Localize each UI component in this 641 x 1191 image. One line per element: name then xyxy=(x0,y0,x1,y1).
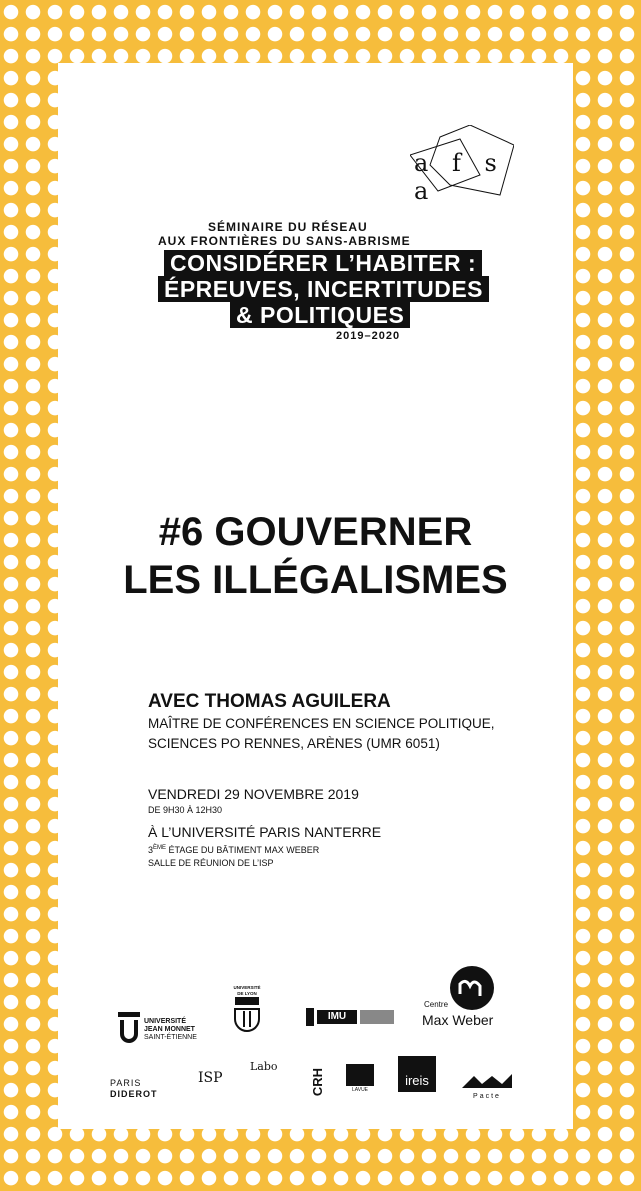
event-floor xyxy=(148,842,558,857)
imu-grey-box xyxy=(360,1010,394,1024)
floor-suffix: ÈME xyxy=(153,845,167,851)
afsa-logo-text: a f s a xyxy=(414,149,505,205)
imu-bar-icon xyxy=(306,1008,314,1026)
pacte-mountain-icon xyxy=(462,1074,512,1088)
pacte-logo xyxy=(462,1074,512,1100)
seminar-header xyxy=(150,220,480,248)
seminar-line1: SÉMINAIRE DU RÉSEAU xyxy=(208,220,368,234)
mw-name: Max Weber xyxy=(422,1012,494,1028)
ireis-logo: ireis xyxy=(398,1056,436,1092)
speaker-role-line1: MAÎTRE DE CONFÉRENCES EN SCIENCE POLITIQUE, xyxy=(148,716,495,731)
speaker-block xyxy=(148,690,558,754)
speaker-role-line2: SCIENCES PO RENNES, ARÈNES (UMR 6051) xyxy=(148,736,440,751)
crh-logo: CRH xyxy=(310,1068,325,1097)
seminar-band3: & POLITIQUES xyxy=(230,302,410,328)
event-time: DE 9H30 À 12H30 xyxy=(148,805,223,815)
ujm-line2: JEAN MONNET xyxy=(144,1026,195,1033)
seminar-line2: AUX FRONTIÈRES DU SANS-ABRISME xyxy=(158,234,411,248)
isp-logo: ISP xyxy=(198,1070,223,1086)
event-details xyxy=(148,784,558,870)
title-line1: #6 GOUVERNER xyxy=(158,510,473,554)
ujm-emblem-icon xyxy=(118,1012,140,1046)
mw-centre: Centre xyxy=(424,1000,449,1009)
pacte-label: Pacte xyxy=(473,1093,501,1100)
max-weber-circle-icon xyxy=(450,966,494,1010)
paris-diderot-logo xyxy=(110,1078,158,1100)
ujm-line1: UNIVERSITÉ xyxy=(144,1018,187,1025)
labo-logo: Labo xyxy=(250,1060,278,1073)
title-line2: LES ILLÉGALISMES xyxy=(123,558,508,602)
event-date: VENDREDI 29 NOVEMBRE 2019 xyxy=(148,786,359,802)
floor-number: 3 xyxy=(148,845,154,855)
lavue-logo xyxy=(346,1064,374,1094)
paris-line2: DIDEROT xyxy=(110,1089,158,1099)
session-title xyxy=(58,508,573,604)
seminar-block xyxy=(150,220,483,342)
speaker-name: AVEC THOMAS AGUILERA xyxy=(148,691,391,712)
lavue-label: LAVUE xyxy=(351,1087,369,1093)
imu-label: IMU xyxy=(317,1010,357,1024)
ujm-line3: SAINT-ÉTIENNE xyxy=(144,1034,197,1041)
seminar-band1: CONSIDÉRER L’HABITER : xyxy=(164,250,482,276)
imu-logo xyxy=(306,1006,396,1028)
event-place: À L’UNIVERSITÉ PARIS NANTERRE xyxy=(148,824,382,840)
lyon-logo xyxy=(232,985,262,1038)
max-weber-logo xyxy=(420,966,520,1032)
seminar-band2: ÉPREUVES, INCERTITUDES xyxy=(158,276,489,302)
lyon-line1: UNIVERSITÉ xyxy=(233,985,261,990)
afsa-logo xyxy=(410,125,514,205)
event-room: SALLE DE RÉUNION DE L’ISP xyxy=(148,858,274,868)
floor-text: ÉTAGE DU BÂTIMENT MAX WEBER xyxy=(166,845,320,855)
lyon-shield-icon xyxy=(232,997,262,1033)
paris-line1: PARIS xyxy=(110,1078,142,1088)
ujm-text xyxy=(144,1018,197,1042)
seminar-year: 2019–2020 xyxy=(336,330,401,342)
lavue-square-icon xyxy=(346,1064,374,1086)
lyon-line2: DE LYON xyxy=(237,991,257,996)
